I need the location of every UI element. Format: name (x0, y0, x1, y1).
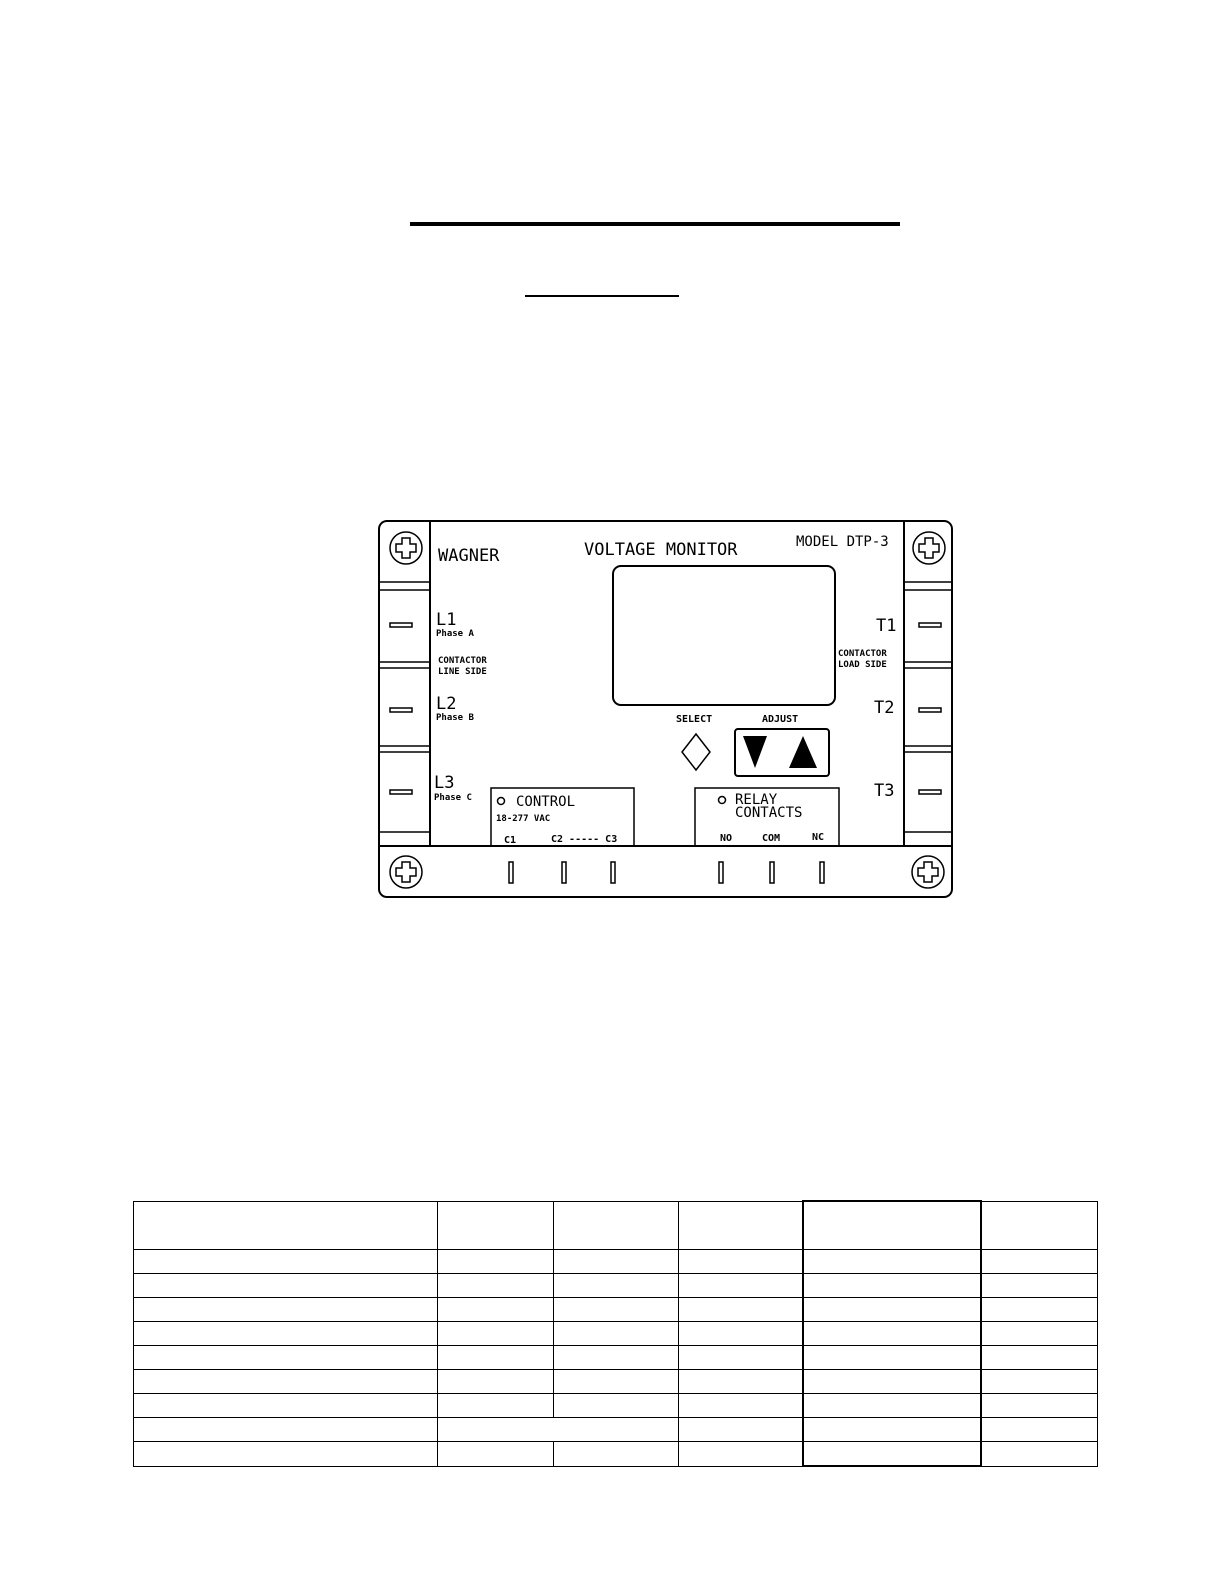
table-cell (803, 1298, 981, 1322)
table-cell (679, 1370, 803, 1394)
table-cell (438, 1370, 554, 1394)
terminal-label-t3: T3 (874, 781, 895, 801)
table-cell (981, 1346, 1098, 1370)
model-label: MODEL DTP-3 (796, 534, 889, 550)
table-cell (679, 1418, 803, 1442)
table-cell (803, 1370, 981, 1394)
table-cell (554, 1201, 679, 1250)
table-cell (554, 1298, 679, 1322)
adjust-up-button[interactable] (789, 736, 817, 768)
voltage-monitor-diagram (370, 512, 960, 906)
terminal-slot-t3 (919, 790, 941, 794)
table-cell (438, 1274, 554, 1298)
table-cell (554, 1346, 679, 1370)
control-c1-label: C1 (504, 835, 517, 846)
terminal-slot-l2 (390, 708, 412, 712)
table-cell (134, 1418, 438, 1442)
table-cell (981, 1394, 1098, 1418)
housing-outline (379, 521, 952, 897)
table-cell (554, 1274, 679, 1298)
table-cell (803, 1250, 981, 1274)
table-row (134, 1442, 1098, 1467)
table-cell (438, 1346, 554, 1370)
table-cell (134, 1442, 438, 1467)
table-cell (554, 1322, 679, 1346)
table-row (134, 1418, 1098, 1442)
table-cell (134, 1346, 438, 1370)
table-cell (679, 1346, 803, 1370)
terminal-label-l3: L3 (434, 773, 455, 793)
table-cell (981, 1250, 1098, 1274)
device-title: VOLTAGE MONITOR (584, 540, 738, 560)
line-side-label-2: LINE SIDE (438, 667, 487, 677)
table-cell (134, 1394, 438, 1418)
brand-label: WAGNER (438, 546, 500, 566)
lcd-display (613, 566, 835, 705)
wire-slot-c1 (509, 862, 513, 883)
relay-com-label: COM (762, 833, 781, 844)
table-cell (679, 1274, 803, 1298)
control-voltage-label: 18-277 VAC (496, 814, 551, 824)
table-row (134, 1394, 1098, 1418)
table-cell (679, 1298, 803, 1322)
table-cell (134, 1250, 438, 1274)
table-cell (803, 1322, 981, 1346)
table-cell (134, 1322, 438, 1346)
table-cell (981, 1274, 1098, 1298)
table-cell (554, 1442, 679, 1467)
screw-icon (390, 856, 422, 888)
screw-icon (913, 532, 945, 564)
terminal-slot-l1 (390, 623, 412, 627)
relay-led-indicator (719, 797, 726, 804)
terminal-slot-t1 (919, 623, 941, 627)
control-c2-c3-label: C2 ----- C3 (551, 834, 618, 845)
table-cell (438, 1418, 679, 1442)
table-cell (981, 1442, 1098, 1467)
terminal-label-t2: T2 (874, 698, 895, 718)
phase-label-c: Phase C (434, 793, 472, 803)
terminal-label-l1: L1 (436, 610, 457, 630)
table-cell (679, 1394, 803, 1418)
table-header-row (134, 1201, 1098, 1250)
terminal-slot-l3 (390, 790, 412, 794)
table-cell (134, 1201, 438, 1250)
relay-label-2: CONTACTS (735, 805, 803, 821)
table-cell (554, 1394, 679, 1418)
control-label: CONTROL (516, 794, 576, 810)
wire-slot-c3 (611, 862, 615, 883)
table-cell (803, 1274, 981, 1298)
relay-no-label: NO (720, 833, 733, 844)
relay-nc-label: NC (812, 832, 825, 843)
table-cell (803, 1442, 981, 1467)
table-cell (554, 1250, 679, 1274)
wire-slot-com (770, 862, 774, 883)
table-cell (438, 1250, 554, 1274)
table-cell (438, 1394, 554, 1418)
table-cell (679, 1250, 803, 1274)
settings-table (133, 1200, 1098, 1467)
control-led-indicator (498, 798, 505, 805)
table-row (134, 1250, 1098, 1274)
table-cell (981, 1418, 1098, 1442)
terminal-label-l2: L2 (436, 694, 457, 714)
phase-label-b: Phase B (436, 713, 474, 723)
screw-icon (390, 532, 422, 564)
relay-label-1: RELAY (735, 792, 778, 808)
select-label: SELECT (676, 714, 713, 725)
table-row (134, 1274, 1098, 1298)
screw-icon (912, 856, 944, 888)
table-cell (438, 1298, 554, 1322)
select-button[interactable] (682, 734, 710, 770)
phase-label-a: Phase A (436, 629, 474, 639)
table-cell (438, 1322, 554, 1346)
adjust-down-button[interactable] (743, 736, 767, 768)
line-side-label-1: CONTACTOR (438, 656, 487, 666)
table-cell (803, 1394, 981, 1418)
load-side-label-1: CONTACTOR (838, 649, 887, 659)
table-cell (679, 1442, 803, 1467)
wire-slot-nc (820, 862, 824, 883)
table-row (134, 1322, 1098, 1346)
wire-slot-c2 (562, 862, 566, 883)
table-cell (134, 1298, 438, 1322)
table-cell (134, 1370, 438, 1394)
table-row (134, 1370, 1098, 1394)
table-cell (981, 1322, 1098, 1346)
adjust-label: ADJUST (762, 714, 799, 725)
table-cell (981, 1370, 1098, 1394)
table-cell (679, 1201, 803, 1250)
table-cell (981, 1201, 1098, 1250)
table-cell (981, 1298, 1098, 1322)
table-row (134, 1346, 1098, 1370)
wire-slot-no (719, 862, 723, 883)
table-cell (554, 1370, 679, 1394)
table-cell (679, 1322, 803, 1346)
terminal-slot-t2 (919, 708, 941, 712)
terminal-label-t1: T1 (876, 616, 897, 636)
table-cell (803, 1418, 981, 1442)
subheader-rule (525, 295, 679, 297)
table-cell (134, 1274, 438, 1298)
header-rule (410, 222, 900, 226)
table-cell (438, 1201, 554, 1250)
table-cell (438, 1442, 554, 1467)
table-row (134, 1298, 1098, 1322)
table-cell (803, 1346, 981, 1370)
load-side-label-2: LOAD SIDE (838, 660, 887, 670)
table-cell (803, 1201, 981, 1250)
